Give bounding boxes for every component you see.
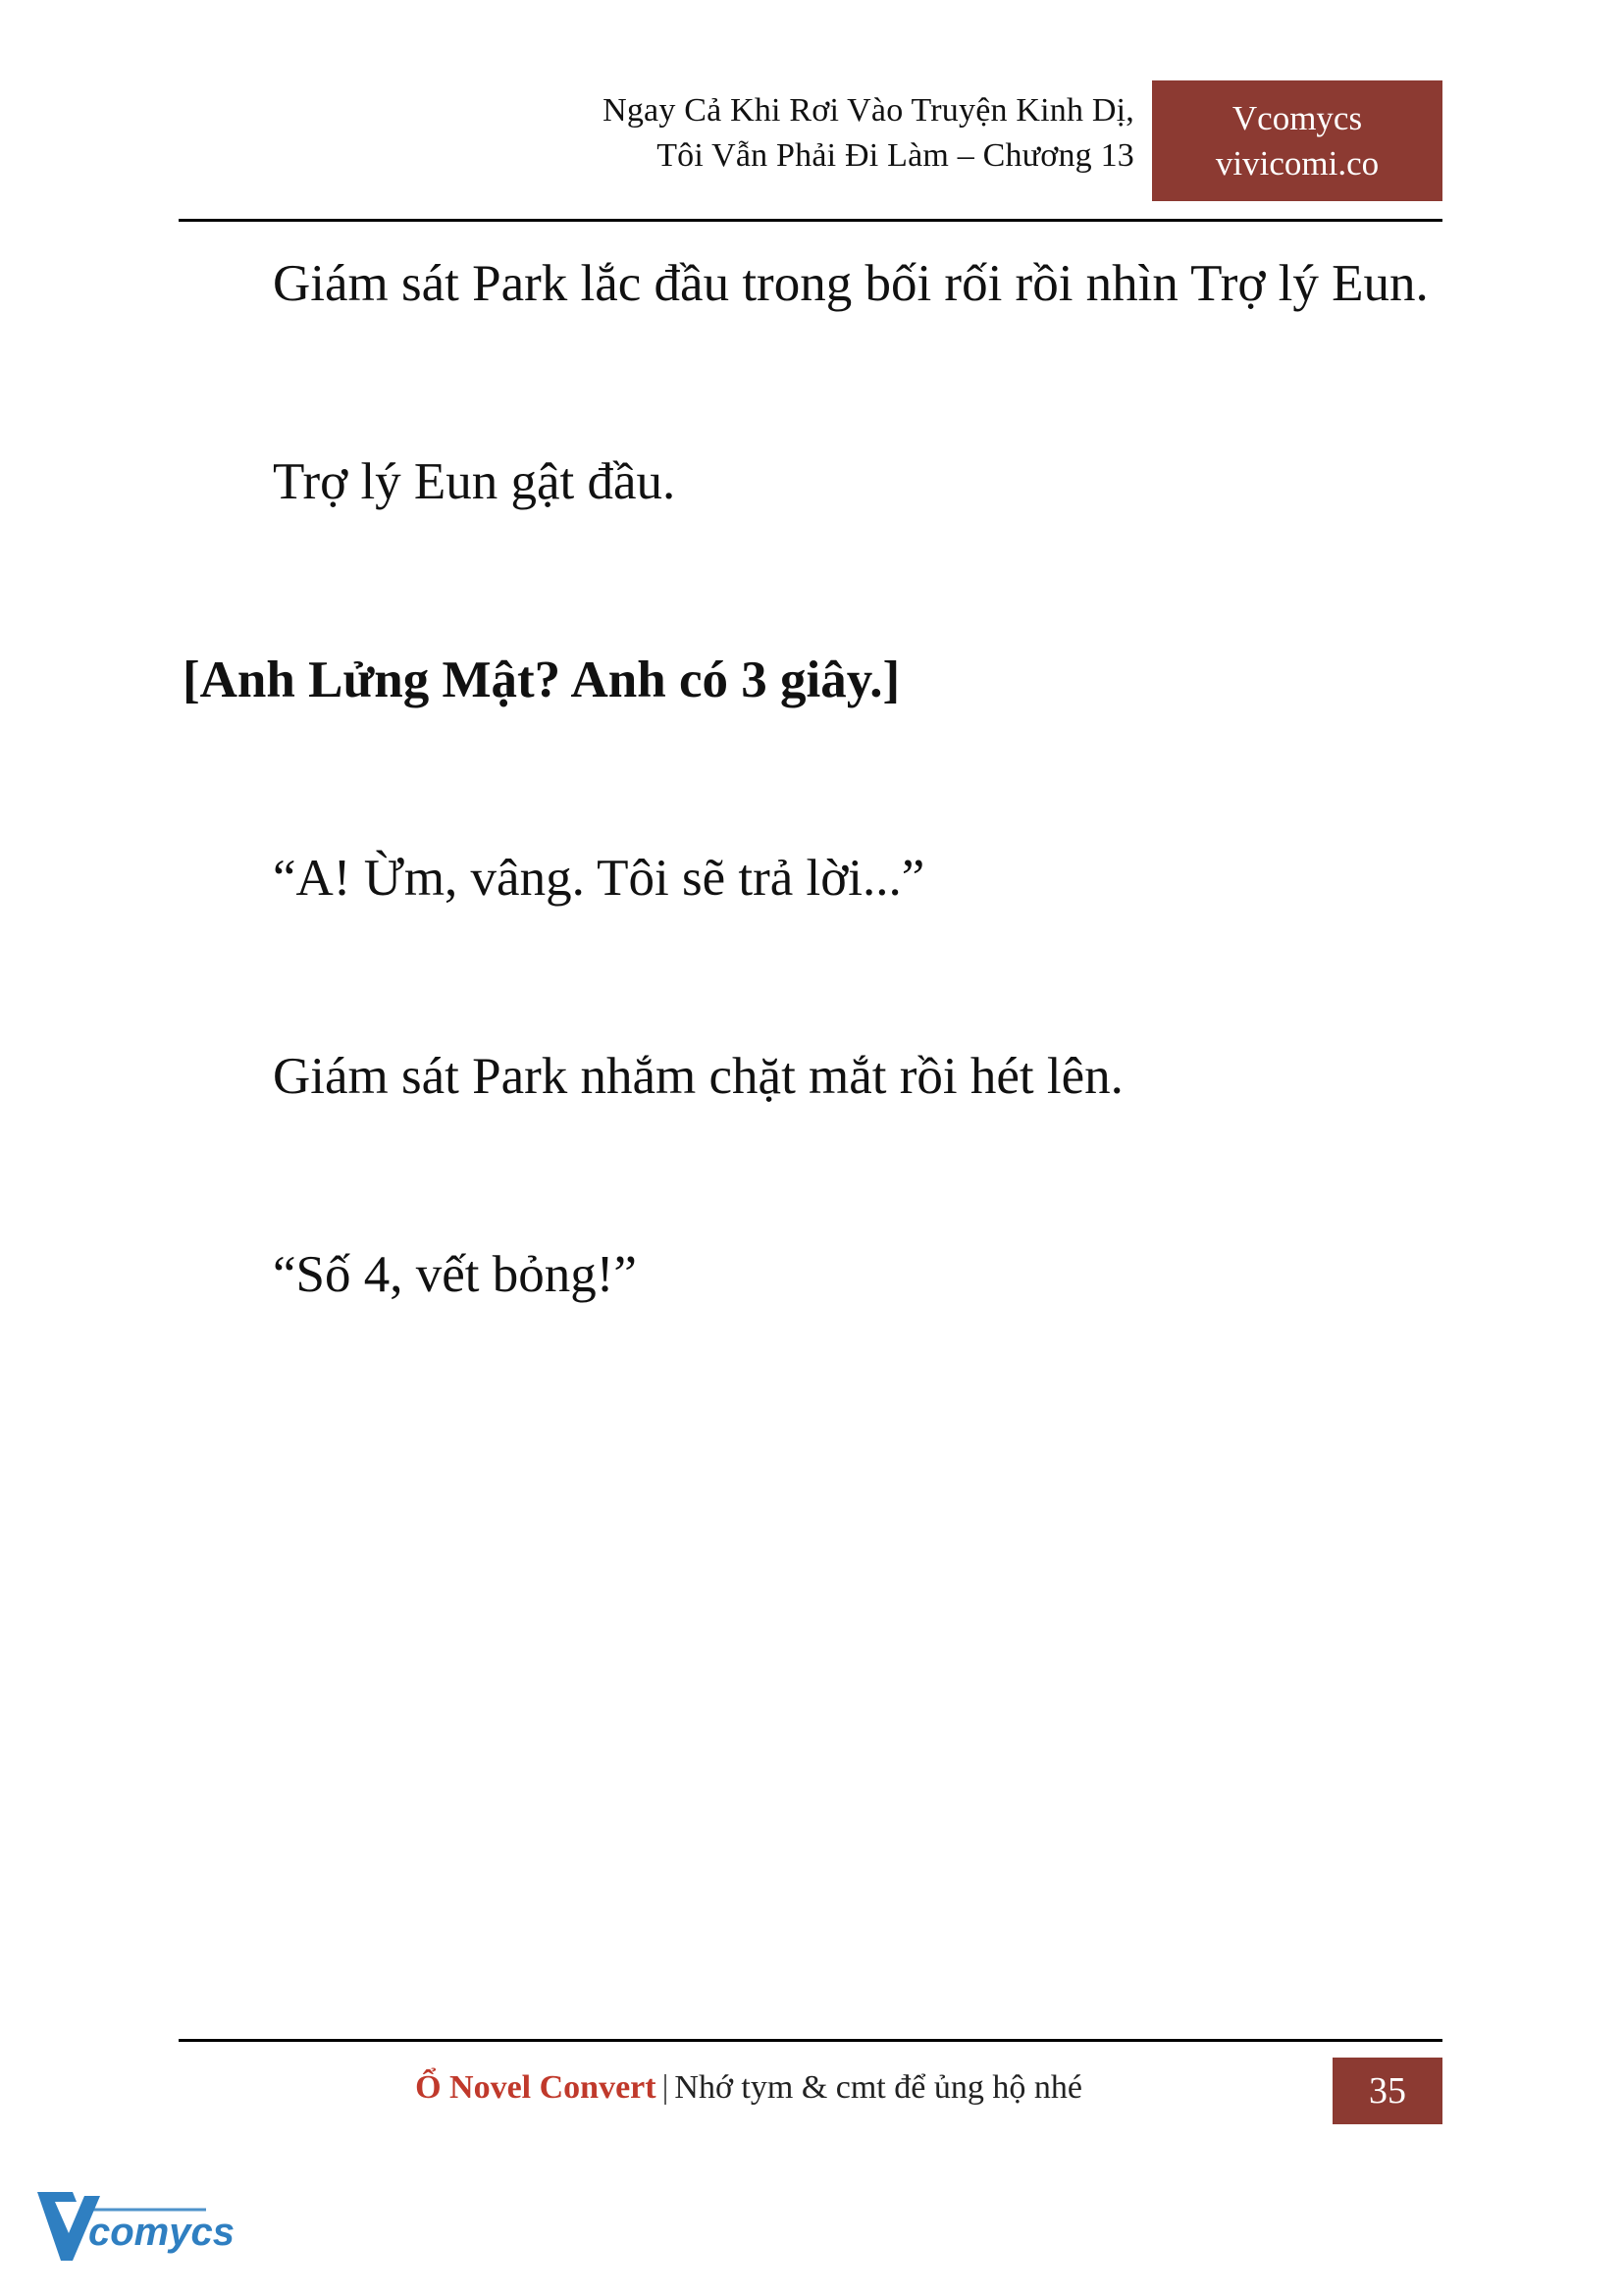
paragraph-dialogue: “Số 4, vết bỏng!” (273, 1246, 637, 1303)
paragraph: Giám sát Park nhắm chặt mắt rồi hét lên. (273, 1048, 1124, 1105)
page-header (179, 80, 1442, 226)
page-footer (179, 2039, 1442, 2124)
header-title-line2: Tôi Vẫn Phải Đi Làm – Chương 13 (656, 136, 1134, 174)
footer-brand: Ổ Novel Convert (415, 2069, 656, 2106)
footer-divider (179, 2039, 1442, 2042)
paragraph-spacer (183, 314, 1446, 451)
site-badge-line2: vivicomi.co (1215, 143, 1380, 183)
footer-separator: | (661, 2069, 669, 2106)
svg-text:comycs: comycs (88, 2211, 235, 2254)
paragraph-system-message: [Anh Lửng Mật? Anh có 3 giây.] (183, 652, 901, 708)
paragraph-spacer (183, 1107, 1446, 1244)
footer-row (179, 2058, 1442, 2124)
header-title (179, 80, 1152, 201)
vcomycs-watermark-logo (33, 2184, 259, 2269)
header-row (179, 80, 1442, 201)
paragraph: Trợ lý Eun gật đầu. (273, 453, 676, 510)
site-badge (1152, 80, 1442, 201)
paragraph: Giám sát Park lắc đầu trong bối rối rồi nhìn Trợ lý Eun. (273, 255, 1429, 312)
site-badge-line1: Vcomycs (1231, 99, 1363, 137)
paragraph-spacer (183, 512, 1446, 650)
footer-text (179, 2058, 1333, 2124)
page-number-badge: 35 (1333, 2058, 1442, 2124)
page-content (183, 253, 1446, 1305)
header-divider (179, 219, 1442, 222)
paragraph-spacer (183, 710, 1446, 848)
header-title-line1: Ngay Cả Khi Rơi Vào Truyện Kinh Dị, (602, 92, 1134, 129)
paragraph-dialogue: “A! Ừm, vâng. Tôi sẽ trả lời...” (273, 850, 925, 907)
paragraph-spacer (183, 909, 1446, 1046)
footer-note: Nhớ tym & cmt để ủng hộ nhé (674, 2069, 1082, 2106)
